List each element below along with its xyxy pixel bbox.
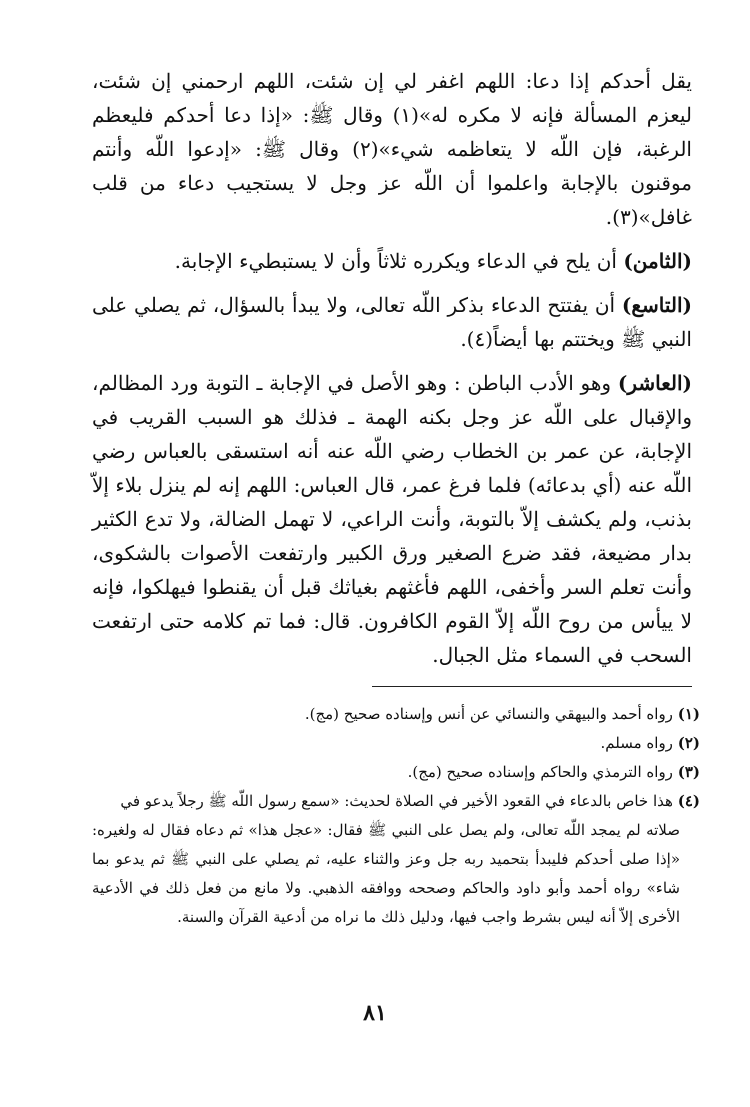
page-number: ٨١: [363, 1000, 387, 1026]
footnote: [92, 758, 700, 787]
footnote-text: رواه مسلم.: [600, 734, 673, 752]
footnote-divider: [372, 686, 692, 687]
main-text: [92, 64, 692, 672]
footnote-text: رواه أحمد والبيهقي والنسائي عن أنس وإسناده صحيح (مج).: [304, 705, 673, 723]
paragraph-text: أن يلح في الدعاء ويكرره ثلاثاً وأن لا يستبطيء الإجابة.: [174, 249, 617, 273]
paragraph: [92, 64, 692, 234]
footnote-text: رواه الترمذي والحاكم وإسناده صحيح (مج).: [407, 763, 673, 781]
footnotes: [92, 700, 700, 932]
paragraph-text: يقل أحدكم إذا دعا: اللهم اغفر لي إن شئت، اللهم ارحمني إن شئت، ليعزم المسألة فإنه لا مكره له»(١) وقال ﷺ: «إذا دعا أحدكم فليعظم الرغبة، فإن اللّه لا يتعاظمه شيء»(٢) وقال ﷺ: «إدعوا اللّه وأنتم موقنون بالإجابة واعلموا أن اللّه عز وجل لا يستجيب دعاء من قلب غافل»(٣).: [92, 69, 692, 229]
paragraph: [92, 288, 692, 356]
paragraph-lead: (العاشر): [617, 371, 693, 395]
footnote-text: هذا خاص بالدعاء في القعود الأخير في الصلاة لحديث: «سمع رسول اللّه ﷺ رجلاً يدعو في: [120, 792, 673, 810]
paragraph-text: أن يفتتح الدعاء بذكر اللّه تعالى، ولا يبدأ بالسؤال، ثم يصلي على النبي ﷺ ويختتم بها أيضاً(٤).: [92, 293, 692, 351]
footnote-number: (٣): [677, 763, 700, 781]
paragraph-lead: (التاسع): [621, 293, 693, 317]
footnote: [92, 729, 700, 758]
footnote-number: (٢): [677, 734, 700, 752]
footnote: [92, 787, 700, 816]
footnote: [92, 700, 700, 729]
footnote-number: (٤): [677, 792, 700, 810]
paragraph: [92, 244, 692, 278]
paragraph-lead: (الثامن): [623, 249, 692, 273]
paragraph: [92, 366, 692, 672]
footnote-number: (١): [677, 705, 700, 723]
footnote-continuation: صلاته لم يمجد اللّه تعالى، ولم يصل على النبي ﷺ فقال: «عجل هذا» ثم دعاه فقال له ولغيره: «إذا صلى أحدكم فليبدأ بتحميد ربه جل وعز والثناء عليه، ثم يصلي على النبي ﷺ ثم يدعو بما شاء» رواه أحمد وأبو داود والحاكم وصححه ووافقه الذهبي. ولا مانع من فعل ذلك في الأدعية الأخرى إلاّ أنه ليس بشرط واجب فيها، ودليل ذلك ما نراه من أدعية القرآن والسنة.: [92, 821, 680, 926]
paragraph-text: وهو الأدب الباطن : وهو الأصل في الإجابة ـ التوبة ورد المظالم، والإقبال على اللّه عز وجل بكنه الهمة ـ فذلك هو السبب القريب في الإجابة، عن عمر بن الخطاب رضي اللّه عنه أنه استسقى بالعباس رضي اللّه عنه (أي بدعائه) فلما فرغ عمر، قال العباس: اللهم إنه لم ينزل بلاء إلاّ بذنب، ولم يكشف إلاّ بالتوبة، وأنت الراعي، لا تهمل الضالة، ولا تدع الكثير بدار مضيعة، فقد ضرع الصغير ورق الكبير وارتفعت الأصوات بالشكوى، وأنت تعلم السر وأخفى، اللهم فأغثهم بغياثك قبل أن يقنطوا فيهلكوا، فإنه لا ييأس من روح اللّه إلاّ القوم الكافرون. قال: فما تم كلامه حتى ارتفعت السحب في السماء مثل الجبال.: [92, 371, 692, 667]
